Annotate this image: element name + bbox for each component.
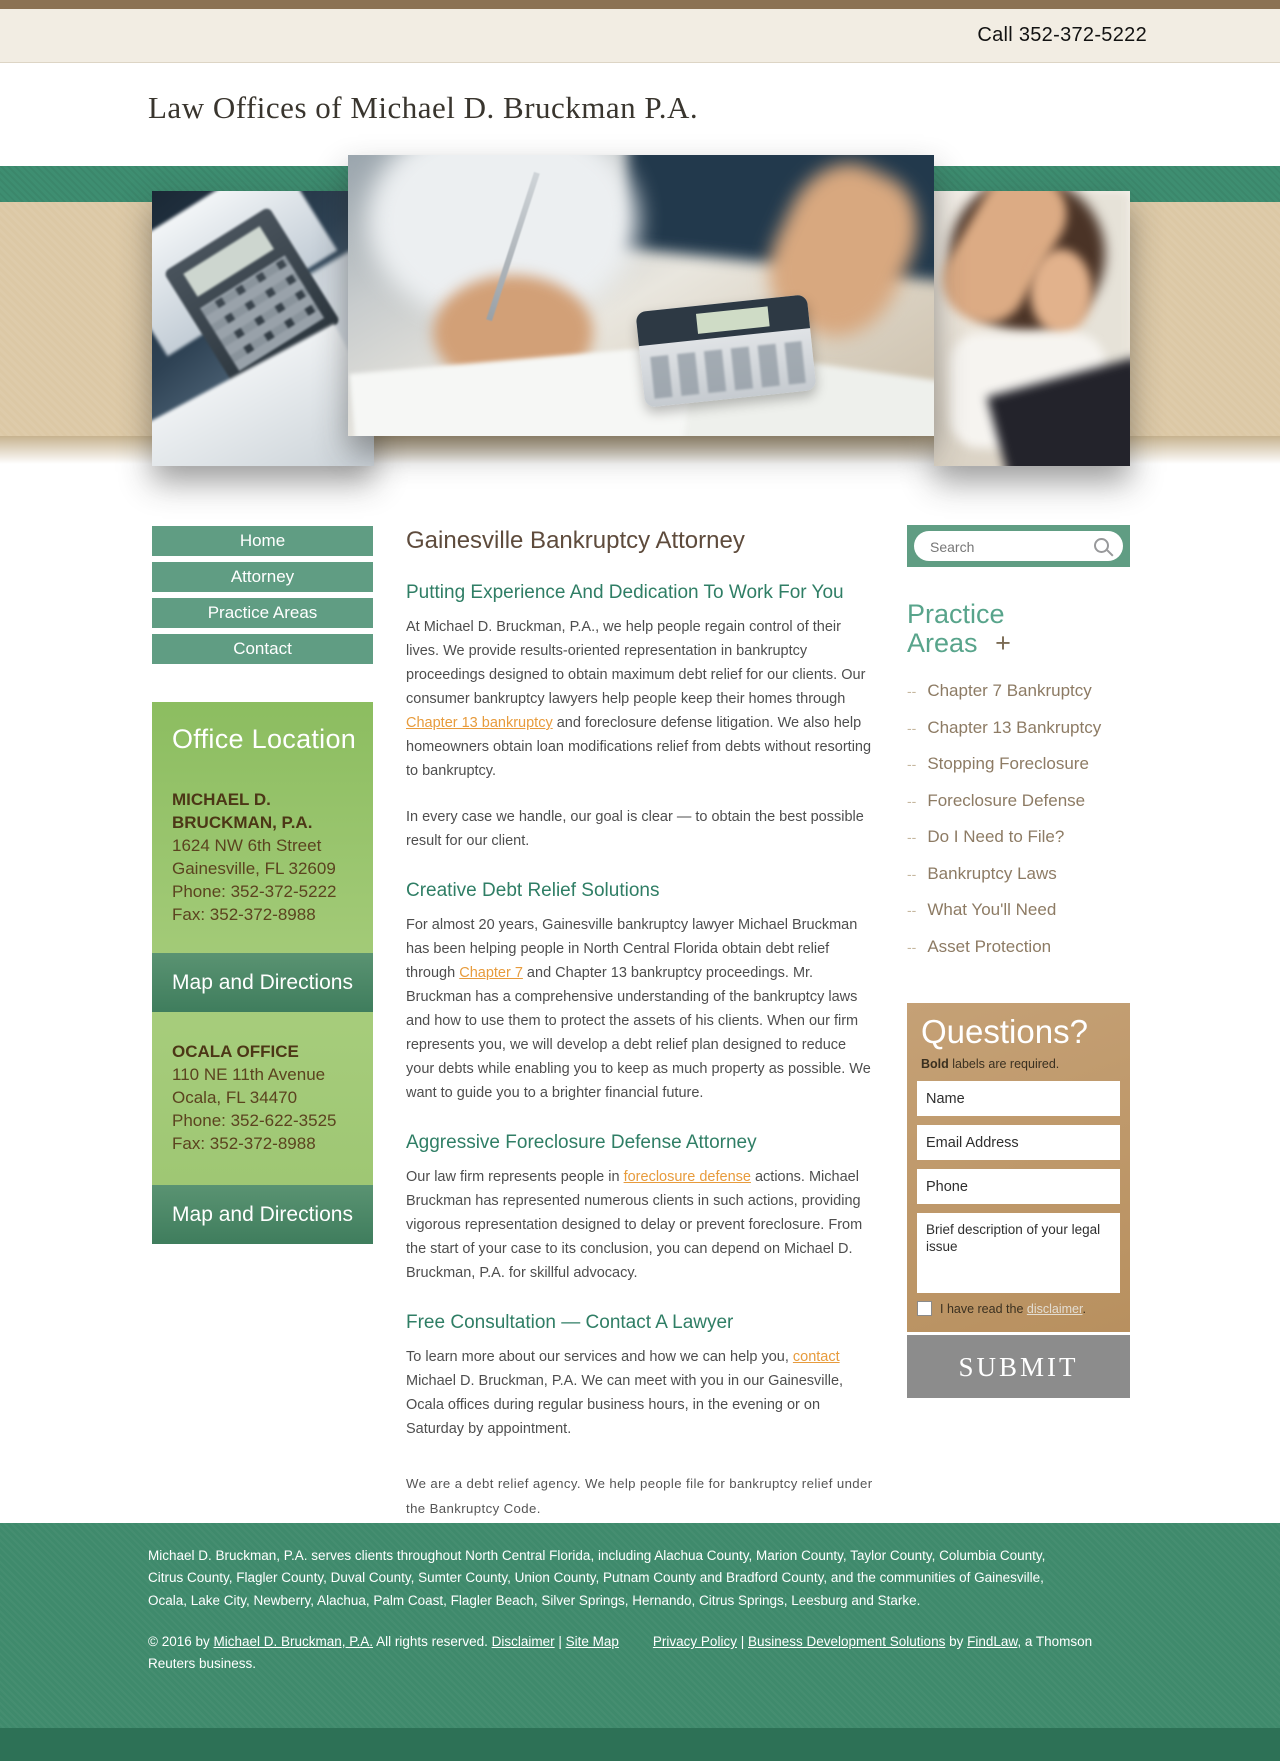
office-address-1: OCALA OFFICE 110 NE 11th Avenue Ocala, FL 34470 Phone: 352-622-3525 Fax: 352-372-8988 [172, 1042, 337, 1153]
brief-description-of-your-legal-issue-field[interactable] [917, 1213, 1120, 1293]
required-note: Bold labels are required. [921, 1057, 1060, 1071]
section-heading-aggressive-foreclosure-defense: Aggressive Foreclosure Defense Attorney [406, 1132, 757, 1153]
footer-link-privacy-policy[interactable]: Privacy Policy [652, 1634, 737, 1649]
dash-bullet: -- [907, 938, 917, 955]
practice-area-item-stopping-foreclosure[interactable]: -- Stopping Foreclosure [907, 754, 1089, 773]
footer [0, 1523, 1280, 1761]
search-box [907, 525, 1130, 567]
dash-bullet: -- [907, 719, 917, 736]
dash-bullet: -- [907, 756, 917, 772]
article-sections [406, 581, 878, 1441]
section-heading-free-consultation-contact-a-la: Free Consultation — Contact A Lawyer [406, 1312, 734, 1333]
main-nav [152, 526, 373, 670]
practice-area-item-what-you-ll-need[interactable]: -- What You'll Need [907, 900, 1057, 919]
footer-link-findlaw[interactable]: FindLaw [967, 1634, 1018, 1649]
body-paragraph: Our law firm represents people in foreclosure defense actions. Michael Bruckman has represented numerous clients in such actions, providing vigorous representation designed to delay or prevent foreclosure. From the start of your case to its conclusion, you can depend on Michael D. Bruckman, P.A. for skillful advocacy. [406, 1169, 863, 1281]
hero-image-calculator-bills [152, 191, 374, 466]
dash-bullet: -- [907, 792, 917, 809]
form-fields [917, 1081, 1120, 1293]
map-and-directions-button-1[interactable]: Map and Directions [152, 1185, 373, 1244]
map-and-directions-button-0[interactable]: Map and Directions [152, 953, 373, 1012]
copyright-line: © 2016 by Michael D. Bruckman, P.A. All rights reserved. Disclaimer | Site Map Privacy Policy | Business Development Solutions by FindLaw, a Thomson Reuters business. [148, 1634, 1093, 1672]
expand-plus-icon[interactable]: + [995, 628, 1011, 658]
topbar [0, 9, 1280, 63]
office-address-0: MICHAEL D. BRUCKMAN, P.A. 1624 NW 6th Street Gainesville, FL 32609 Phone: 352-372-5222 Fax: 352-372-8988 [172, 790, 337, 924]
practice-area-item-do-i-need-to-file[interactable]: -- Do I Need to File? [907, 827, 1065, 846]
search-icon[interactable] [1094, 538, 1109, 553]
body-paragraph: At Michael D. Bruckman, P.A., we help people regain control of their lives. We provide results-oriented representation in bankruptcy proceedings designed to obtain maximum debt relief for our clients. Our consumer bankruptcy lawyers help people keep their homes through Chapter 13 bankruptcy and foreclosure defense litigation. We also help homeowners obtain loan modifications relief from debts without resorting to bankruptcy. [406, 619, 872, 779]
practice-area-item-chapter-7-bankruptcy[interactable]: -- Chapter 7 Bankruptcy [907, 681, 1092, 700]
disclaimer-link[interactable]: disclaimer [1026, 1301, 1083, 1316]
footer-link-michael-d-bruckman-p-a[interactable]: Michael D. Bruckman, P.A. [213, 1634, 374, 1649]
footer-link-disclaimer[interactable]: Disclaimer [491, 1634, 555, 1649]
dash-bullet: -- [907, 829, 917, 845]
inline-link-foreclosure-defense[interactable]: foreclosure defense [623, 1169, 751, 1185]
hero-image-signing-documents [348, 155, 934, 436]
practice-area-item-foreclosure-defense[interactable]: -- Foreclosure Defense [907, 790, 1086, 810]
inline-link-chapter-13-bankruptcy[interactable]: Chapter 13 bankruptcy [406, 715, 553, 731]
practice-area-item-bankruptcy-laws[interactable]: -- Bankruptcy Laws [907, 863, 1057, 883]
footer-link-business-development-solutions[interactable]: Business Development Solutions [747, 1634, 946, 1649]
disclaimer-checkbox[interactable] [917, 1301, 932, 1316]
section-heading-creative-debt-relief-solutions: Creative Debt Relief Solutions [406, 880, 660, 901]
practice-areas-list [907, 681, 1130, 973]
service-area-text: Michael D. Bruckman, P.A. serves clients throughout North Central Florida, including Alachua County, Marion County, Taylor County, Columbia County, Citrus County, Flagler County, Duval County, Sumter County, Union County, Putnam County and Bradford County, and the communities of Gainesville, Ocala, Lake City, Newberry, Alachua, Palm Coast, Flagler Beach, Silver Springs, Hernando, Citrus Springs, Leesburg and Starke. [148, 1548, 1046, 1608]
practice-areas-heading [907, 600, 1011, 658]
nav-item-home[interactable]: Home [152, 526, 373, 556]
practice-area-item-asset-protection[interactable]: -- Asset Protection [907, 936, 1052, 956]
footer-link-site-map[interactable]: Site Map [565, 1634, 619, 1649]
top-decorative-strip [0, 0, 1280, 9]
questions-title: Questions? [921, 1013, 1088, 1050]
firm-name: Law Offices of Michael D. Bruckman P.A. [148, 90, 699, 125]
questions-form [907, 1003, 1130, 1332]
inline-link-chapter-7[interactable]: Chapter 7 [459, 965, 523, 981]
body-paragraph: For almost 20 years, Gainesville bankruptcy lawyer Michael Bruckman has been helping people in North Central Florida obtain debt relief through Chapter 7 and Chapter 13 bankruptcy proceedings. Mr. Bruckman has a comprehensive understanding of the bankruptcy laws and how to use them to protect the assets of his clients. When our firm represents you, we will develop a debt relief plan designed to reduce your debts while enabling you to keep as much property as possible. We want to guide you to a brighter financial future. [406, 917, 871, 1101]
section-heading-putting-experience-and-dedicat: Putting Experience And Dedication To Work For You [406, 582, 844, 603]
footer-dark-strip [0, 1728, 1280, 1761]
practice-areas-heading-line1: Practice [907, 599, 1005, 629]
body-paragraph: In every case we handle, our goal is clear — to obtain the best possible result for our client. [406, 809, 864, 849]
search-pill [914, 531, 1123, 561]
header-phone-number: Call 352-372-5222 [977, 24, 1147, 46]
dash-bullet: -- [907, 683, 917, 699]
nav-item-contact[interactable]: Contact [152, 634, 373, 664]
office-location-title: Office Location [172, 724, 357, 754]
dash-bullet: -- [907, 902, 917, 918]
office-location-box [152, 702, 373, 1244]
hero-image-worried-woman [934, 191, 1130, 466]
disclaimer-checkbox-row [917, 1301, 1120, 1316]
main-content [406, 527, 878, 1521]
phone-field[interactable] [917, 1169, 1120, 1204]
name-field[interactable] [917, 1081, 1120, 1116]
disclaimer-checkbox-label: I have read the disclaimer. [940, 1301, 1086, 1316]
practice-area-item-chapter-13-bankruptcy[interactable]: -- Chapter 13 Bankruptcy [907, 717, 1102, 737]
email-address-field[interactable] [917, 1125, 1120, 1160]
debt-relief-agency-note: We are a debt relief agency. We help people file for bankruptcy relief under the Bankruptcy Code. [406, 1476, 873, 1516]
search-input[interactable] [928, 535, 1092, 559]
nav-item-practice-areas[interactable]: Practice Areas [152, 598, 373, 628]
inline-link-contact[interactable]: contact [792, 1349, 840, 1365]
page-title: Gainesville Bankruptcy Attorney [406, 527, 745, 554]
nav-item-attorney[interactable]: Attorney [152, 562, 373, 592]
practice-areas-heading-line2: Areas [907, 628, 978, 658]
body-paragraph: To learn more about our services and how we can help you, contact Michael D. Bruckman, P.A. We can meet with you in our Gainesville, Ocala offices during regular business hours, in the evening or on Saturday by appointment. [406, 1349, 844, 1437]
dash-bullet: -- [907, 865, 917, 882]
submit-button[interactable]: SUBMIT [907, 1335, 1130, 1398]
